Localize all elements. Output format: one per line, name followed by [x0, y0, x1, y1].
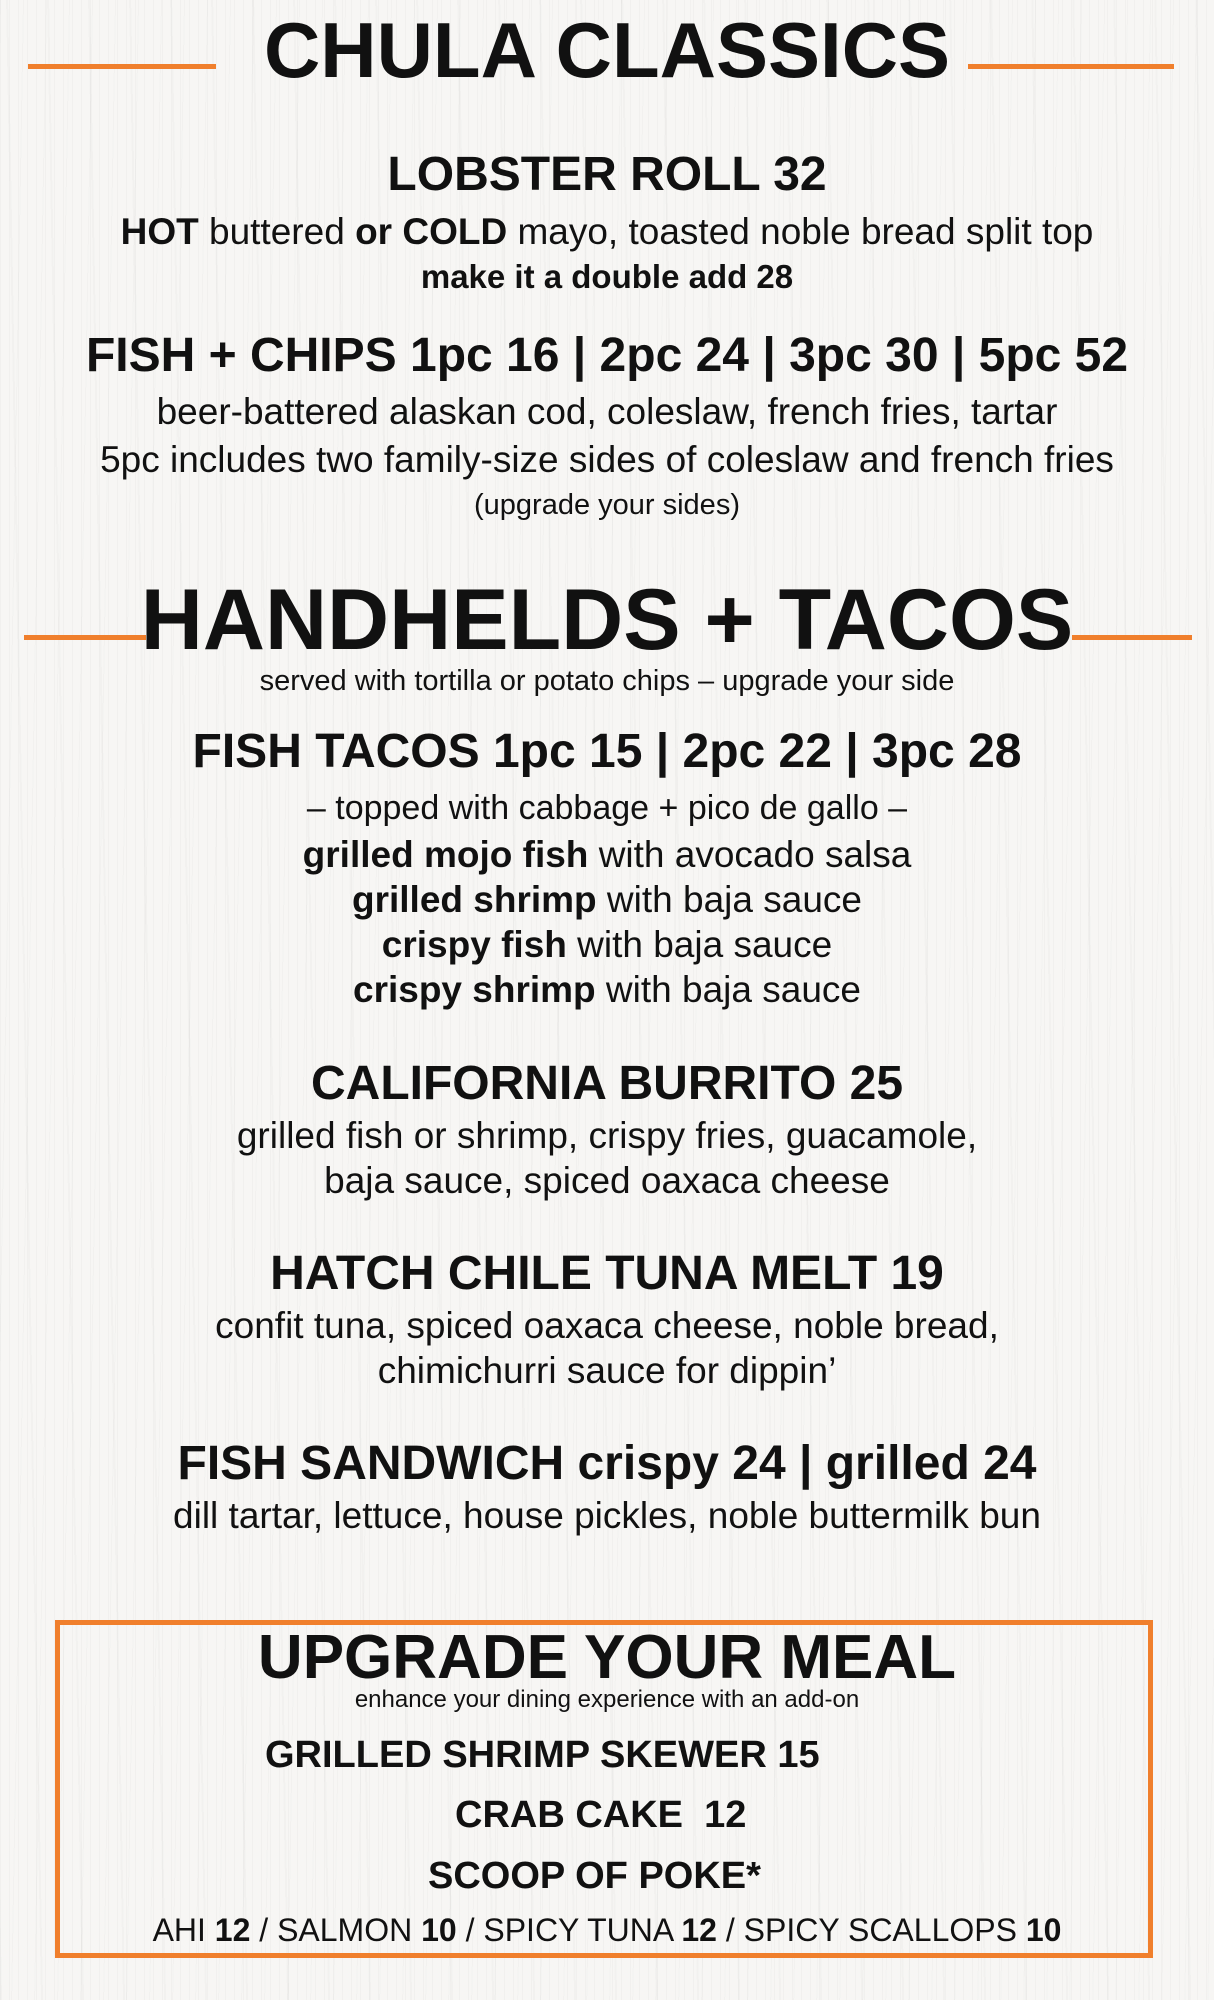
taco-option: [0, 833, 1214, 877]
taco-option-rest: with baja sauce: [566, 924, 833, 965]
fish-chips-desc-1: beer-battered alaskan cod, coleslaw, french fries, tartar: [156, 391, 1058, 432]
poke-separator: /: [250, 1912, 278, 1948]
poke-option-name: SPICY TUNA: [483, 1912, 682, 1948]
lobster-double: make it a double add 28: [420, 258, 794, 295]
handhelds-subtitle: served with tortilla or potato chips – upgrade your side: [259, 665, 955, 697]
fish-tacos-title: FISH TACOS 1pc 15 | 2pc 22 | 3pc 28: [192, 725, 1022, 778]
classics-title: CHULA CLASSICS: [263, 6, 951, 94]
taco-option: [0, 923, 1214, 967]
taco-option-name: crispy shrimp: [353, 969, 596, 1010]
lobster-or-cold: or COLD: [355, 211, 508, 252]
poke-option-price: 10: [421, 1912, 457, 1948]
upgrade-item-shrimp-skewer: GRILLED SHRIMP SKEWER 15: [265, 1734, 820, 1776]
taco-option: [0, 968, 1214, 1012]
poke-option-name: SPICY SCALLOPS: [743, 1912, 1026, 1948]
taco-option-rest: with avocado salsa: [588, 834, 912, 875]
poke-separator: /: [456, 1912, 484, 1948]
poke-option-name: AHI: [152, 1912, 215, 1948]
poke-option-price: 10: [1025, 1912, 1062, 1948]
fish-sandwich-title: FISH SANDWICH crispy 24 | grilled 24: [177, 1437, 1037, 1490]
poke-option-name: SALMON: [277, 1912, 422, 1948]
taco-option-rest: with baja sauce: [595, 969, 861, 1010]
burrito-desc-2: baja sauce, spiced oaxaca cheese: [324, 1160, 890, 1201]
lobster-buttered: buttered: [198, 211, 356, 252]
fish-chips-note: (upgrade your sides): [474, 489, 740, 521]
burrito-desc-1: grilled fish or shrimp, crispy fries, guacamole,: [236, 1115, 978, 1156]
fish-tacos-topped: – topped with cabbage + pico de gallo –: [306, 789, 908, 827]
poke-option-price: 12: [681, 1912, 717, 1948]
fish-sandwich-desc: dill tartar, lettuce, house pickles, noble buttermilk bun: [173, 1495, 1041, 1536]
taco-option-rest: with baja sauce: [596, 879, 862, 920]
lobster-hot: HOT: [120, 211, 199, 252]
handhelds-title: HANDHELDS + TACOS: [140, 572, 1074, 668]
tuna-melt-desc-1: confit tuna, spiced oaxaca cheese, noble bread,: [215, 1305, 999, 1346]
upgrade-subtitle: enhance your dining experience with an add-on: [354, 1686, 860, 1713]
lobster-roll-title: LOBSTER ROLL 32: [387, 148, 827, 201]
upgrade-item-poke: SCOOP OF POKE*: [428, 1855, 761, 1897]
fish-chips-title: FISH + CHIPS 1pc 16 | 2pc 24 | 3pc 30 | 5pc 52: [85, 329, 1129, 382]
burrito-title: CALIFORNIA BURRITO 25: [310, 1057, 904, 1110]
tuna-melt-title: HATCH CHILE TUNA MELT 19: [270, 1247, 944, 1300]
poke-prices: [0, 1908, 1214, 1952]
taco-option-name: crispy fish: [381, 924, 567, 965]
taco-option-name: grilled shrimp: [352, 879, 597, 920]
fish-chips-desc-2: 5pc includes two family-size sides of coleslaw and french fries: [100, 439, 1114, 480]
lobster-desc-rest: mayo, toasted noble bread split top: [507, 211, 1094, 252]
taco-option-name: grilled mojo fish: [302, 834, 589, 875]
poke-separator: /: [716, 1912, 744, 1948]
tuna-melt-desc-2: chimichurri sauce for dippin’: [377, 1350, 837, 1391]
taco-option: [0, 878, 1214, 922]
poke-option-price: 12: [214, 1912, 251, 1948]
upgrade-title: UPGRADE YOUR MEAL: [257, 1623, 957, 1692]
lobster-roll-desc: [0, 210, 1214, 254]
upgrade-item-crab-cake: CRAB CAKE 12: [455, 1794, 747, 1836]
